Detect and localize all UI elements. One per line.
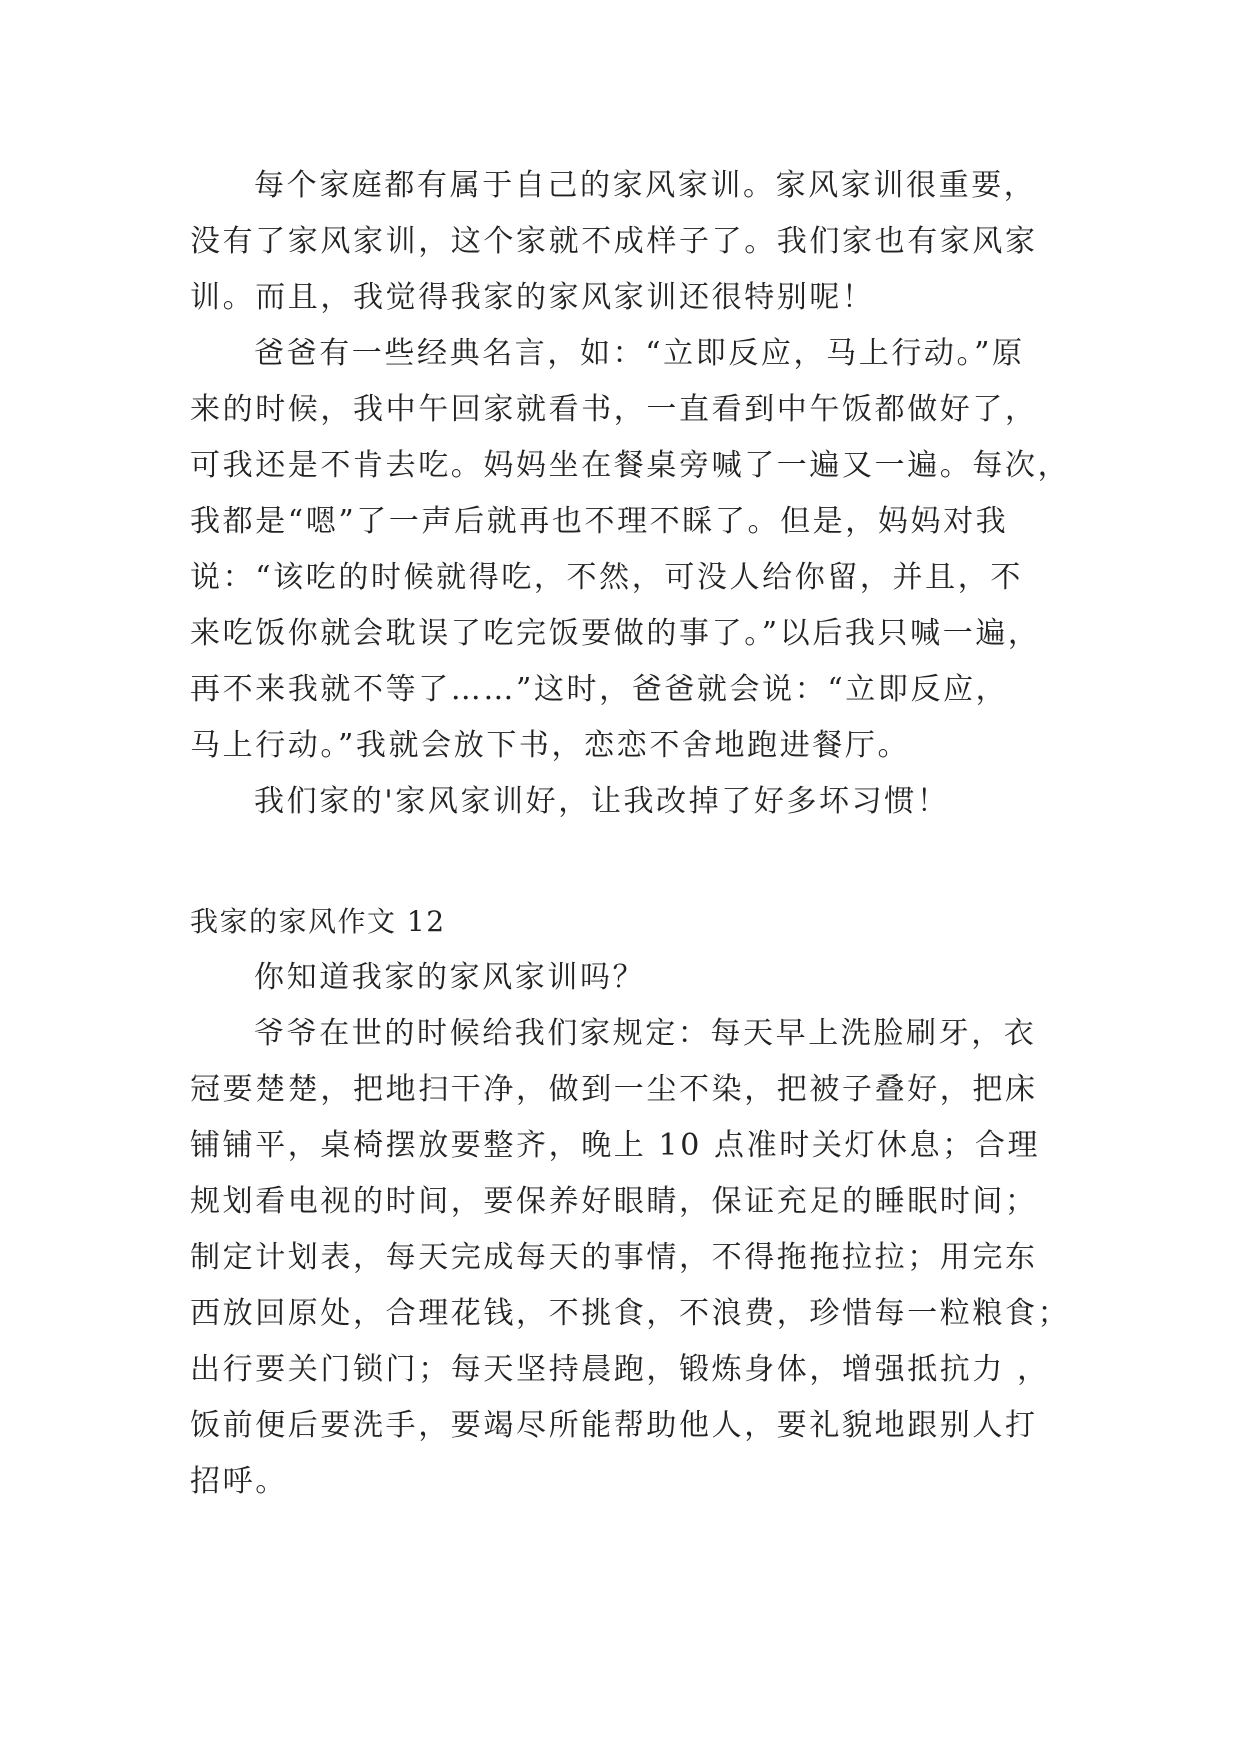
text-line: 来吃饭你就会耽误了吃完饭要做的事了。”以后我只喊一遍， — [190, 616, 1041, 651]
text-line: 你知道我家的家风家训吗？ — [254, 960, 646, 995]
document-page — [190, 158, 1070, 1510]
text-line: 西放回原处，合理花钱，不挑食，不浪费，珍惜每一粒粮食； — [190, 1296, 1071, 1331]
text-line: 规划看电视的时间，要保养好眼睛，保证充足的睡眠时间； — [190, 1184, 1038, 1219]
paragraph — [190, 1006, 1070, 1510]
text-line: 饭前便后要洗手，要竭尽所能帮助他人，要礼貌地跟别人打 — [190, 1408, 1038, 1443]
text-line: 铺铺平，桌椅摆放要整齐，晚上 10 点准时关灯休息；合理 — [190, 1128, 1041, 1163]
essay-1 — [190, 158, 1070, 830]
text-line: 出行要关门锁门；每天坚持晨跑，锻炼身体，增强抵抗力 ， — [190, 1352, 1050, 1387]
text-line: 再不来我就不等了……”这时，爸爸就会说：“立即反应， — [190, 672, 1009, 707]
text-line: 我都是“嗯”了一声后就再也不理不睬了。但是，妈妈对我 — [190, 504, 1009, 539]
paragraph — [190, 158, 1070, 326]
text-line: 可我还是不肯去吃。妈妈坐在餐桌旁喊了一遍又一遍。每次， — [190, 448, 1071, 483]
text-line: 说：“该吃的时候就得吃，不然，可没人给你留，并且，不 — [190, 560, 1023, 595]
essay-title: 我家的家风作文 12 — [190, 905, 446, 938]
text-line: 马上行动。”我就会放下书，恋恋不舍地跑进餐厅。 — [190, 728, 911, 763]
paragraph — [190, 950, 1070, 1006]
text-line: 我们家的'家风家训好，让我改掉了好多坏习惯！ — [254, 784, 950, 819]
text-line: 爸爸有一些经典名言，如：“立即反应，马上行动。”原 — [254, 336, 1025, 371]
text-line: 来的时候，我中午回家就看书，一直看到中午饭都做好了， — [190, 392, 1038, 427]
text-line: 训。而且，我觉得我家的家风家训还很特别呢！ — [190, 280, 875, 315]
section-gap — [190, 830, 1070, 894]
essay-2 — [190, 894, 1070, 1510]
text-line: 爷爷在世的时候给我们家规定：每天早上洗脸刷牙，衣 — [254, 1016, 1037, 1051]
text-line: 每个家庭都有属于自己的家风家训。家风家训很重要， — [254, 168, 1037, 203]
text-line: 冠要楚楚，把地扫干净，做到一尘不染，把被子叠好，把床 — [190, 1072, 1038, 1107]
paragraph — [190, 774, 1070, 830]
text-line: 制定计划表，每天完成每天的事情，不得拖拖拉拉；用完东 — [190, 1240, 1038, 1275]
text-line: 招呼。 — [190, 1464, 288, 1499]
paragraph — [190, 326, 1070, 774]
text-line: 没有了家风家训，这个家就不成样子了。我们家也有家风家 — [190, 224, 1038, 259]
